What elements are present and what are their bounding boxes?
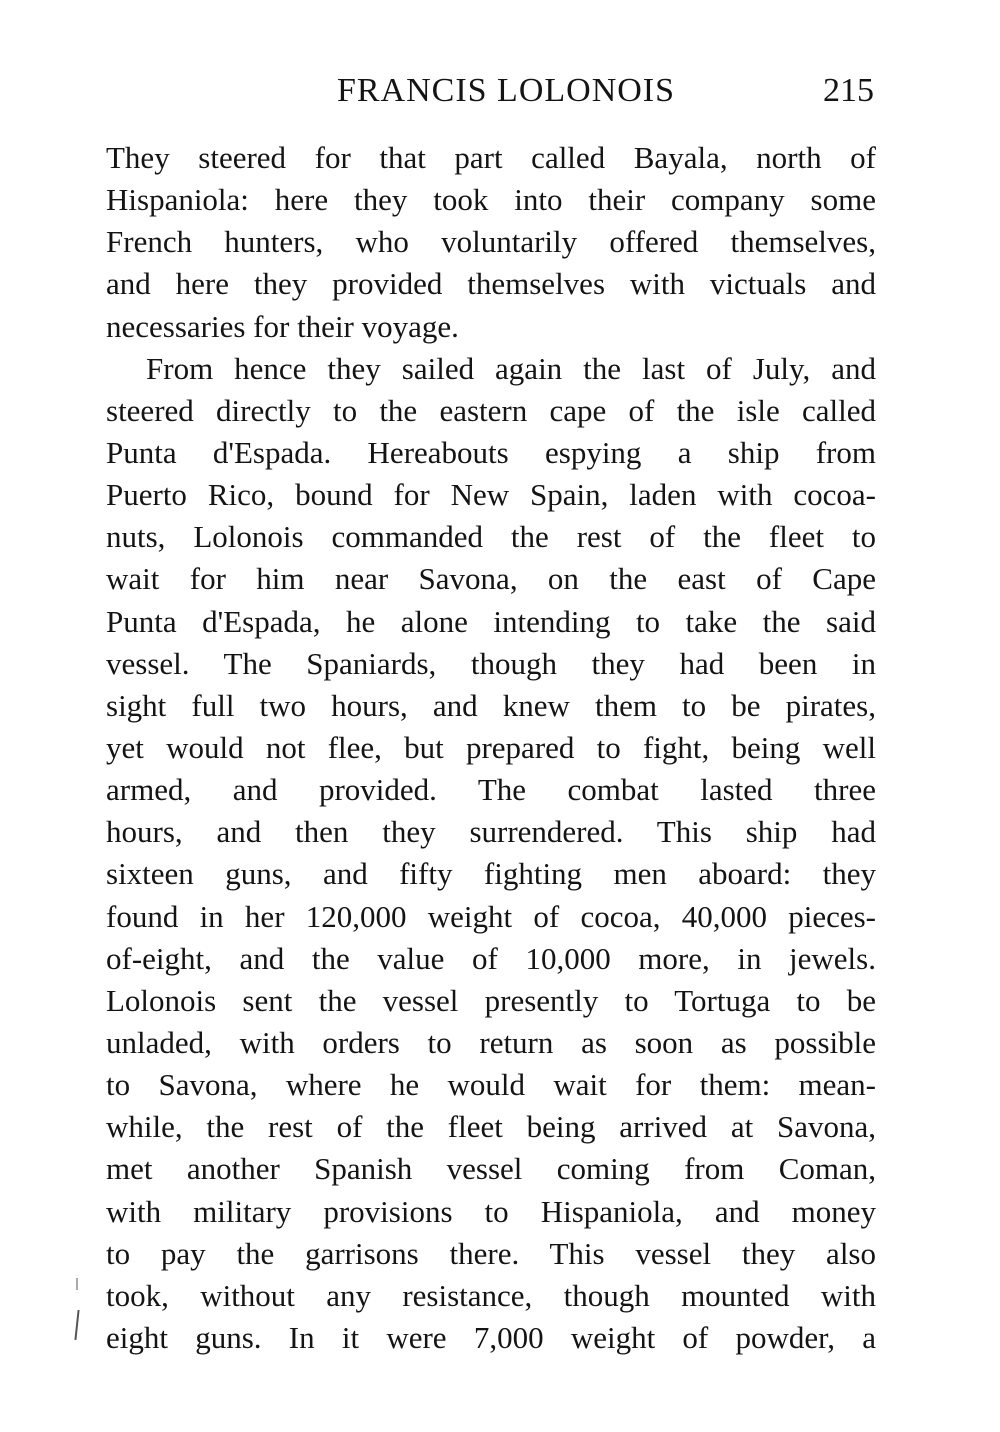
text-line: Punta d'Espada. Hereabouts espying a ship from: [106, 434, 876, 470]
text-line: and here they provided themselves with victuals and: [106, 266, 876, 302]
body-text: [106, 137, 876, 1359]
text-line: wait for him near Savona, on the east of Cape: [106, 561, 876, 597]
text-line: found in her 120,000 weight of cocoa, 40,000 pieces-: [106, 898, 876, 934]
page-number: 215: [823, 72, 874, 109]
text-line: nuts, Lolonois commanded the rest of the fleet to: [106, 519, 876, 555]
text-line: Lolonois sent the vessel presently to Tortuga to be: [106, 982, 876, 1018]
text-line: steered directly to the eastern cape of the isle called: [106, 392, 876, 428]
text-line: Puerto Rico, bound for New Spain, laden with cocoa-: [106, 477, 876, 513]
text-line: vessel. The Spaniards, though they had been in: [106, 645, 876, 681]
text-line: of-eight, and the value of 10,000 more, in jewels.: [106, 940, 876, 976]
text-line: From hence they sailed again the last of July, and: [146, 350, 876, 386]
text-line: to pay the garrisons there. This vessel they also: [106, 1235, 876, 1271]
text-line: necessaries for their voyage.: [106, 308, 459, 344]
margin-speck: [76, 1278, 78, 1290]
text-line: sixteen guns, and fifty fighting men aboard: they: [106, 856, 876, 892]
text-line: with military provisions to Hispaniola, and money: [106, 1193, 876, 1229]
text-line: unladed, with orders to return as soon as possible: [106, 1024, 876, 1060]
text-line: met another Spanish vessel coming from Coman,: [106, 1151, 876, 1187]
margin-mark: [74, 1310, 79, 1340]
text-line: Punta d'Espada, he alone intending to take the said: [106, 603, 876, 639]
text-line: hours, and then they surrendered. This ship had: [106, 814, 876, 850]
text-line: armed, and provided. The combat lasted three: [106, 772, 876, 808]
text-line: yet would not flee, but prepared to fight, being well: [106, 729, 876, 765]
text-line: French hunters, who voluntarily offered themselves,: [106, 224, 876, 260]
text-line: to Savona, where he would wait for them: mean-: [106, 1067, 876, 1103]
text-line: They steered for that part called Bayala, north of: [106, 140, 876, 175]
text-line: while, the rest of the fleet being arrived at Savona,: [106, 1109, 876, 1145]
running-head: [106, 66, 876, 116]
text-line: sight full two hours, and knew them to be pirates,: [106, 687, 876, 723]
text-line: eight guns. In it were 7,000 weight of powder, a: [106, 1319, 876, 1355]
text-line: Hispaniola: here they took into their company some: [106, 182, 876, 218]
text-line: took, without any resistance, though mounted with: [106, 1277, 876, 1313]
running-title: FRANCIS LOLONOIS: [336, 72, 676, 109]
